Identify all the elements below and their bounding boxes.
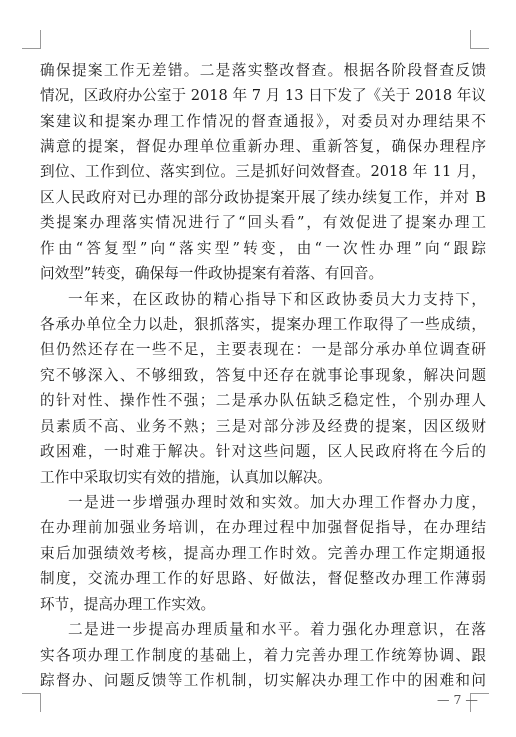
text-line: 环节，提高办理工作实效。 (40, 596, 216, 613)
text-line: 问效型”转变，确保每一件政协提案有着落、有回音。 (40, 265, 384, 282)
text-line: 究不够深入、不够细致，答复中还存在就事论事现象，解决问题 (40, 367, 486, 384)
crop-mark-top-right (470, 30, 489, 49)
text-line: 案建议和提案办理工作情况的督查通报》，对委员对办理结果不 (40, 113, 486, 130)
text-line: 实各项办理工作制度的基础上，着力完善办理工作统筹协调、跟 (40, 647, 486, 664)
paragraph-first-line: 二是进一步提高办理质量和水平。着力强化办理意识，在落 (68, 621, 486, 638)
text-line: 在办理前加强业务培训，在办理过程中加强督促指导，在办理结 (40, 519, 486, 536)
text-line: 作由“答复型”向“落实型”转变，由“一次性办理”向“跟踪 (40, 240, 486, 257)
text-line: 确保提案工作无差错。二是落实整改督查。根据各阶段督查反馈 (40, 62, 486, 79)
text-line: 员素质不高、业务不熟；三是对部分涉及经费的提案，因区级财 (40, 418, 486, 435)
page-number: — 7 — (437, 692, 478, 707)
text-line: 踪督办、问题反馈等工作机制，切实解决办理工作中的困难和问 (40, 672, 486, 689)
crop-mark-bottom-left (22, 693, 41, 712)
text-line: 类提案办理落实情况进行了“回头看”，有效促进了提案办理工 (40, 214, 486, 231)
text-line: 情况，区政府办公室于 2018 年 7 月 13 日下发了《关于 2018 年议 (40, 87, 486, 104)
text-line: 政困难，一时难于解决。针对这些问题，区人民政府将在今后的 (40, 443, 486, 460)
paragraph-first-line: 一是进一步增强办理时效和实效。加大办理工作督办力度， (68, 494, 486, 511)
paragraph-first-line: 一年来，在区政协的精心指导下和区政协委员大力支持下， (68, 291, 486, 308)
text-line: 但仍然还存在一些不足，主要表现在：一是部分承办单位调查研 (40, 341, 486, 358)
text-line: 束后加强绩效考核，提高办理工作时效。完善办理工作定期通报 (40, 545, 486, 562)
text-line: 各承办单位全力以赴，狠抓落实，提案办理工作取得了一些成绩， (40, 316, 486, 333)
text-line: 到位、工作到位、落实到位。三是抓好问效督查。2018 年 11 月， (40, 163, 486, 180)
text-line: 制度，交流办理工作的好思路、好做法，督促整改办理工作薄弱 (40, 570, 486, 587)
text-line: 满意的提案，督促办理单位重新办理、重新答复，确保办理程序 (40, 138, 486, 155)
text-line: 区人民政府对已办理的部分政协提案开展了续办续复工作，并对 B (40, 189, 486, 206)
crop-mark-top-left (22, 30, 41, 49)
text-line: 的针对性、操作性不强；二是承办队伍缺乏稳定性，个别办理人 (40, 392, 486, 409)
text-line: 工作中采取切实有效的措施，认真加以解决。 (40, 469, 332, 486)
